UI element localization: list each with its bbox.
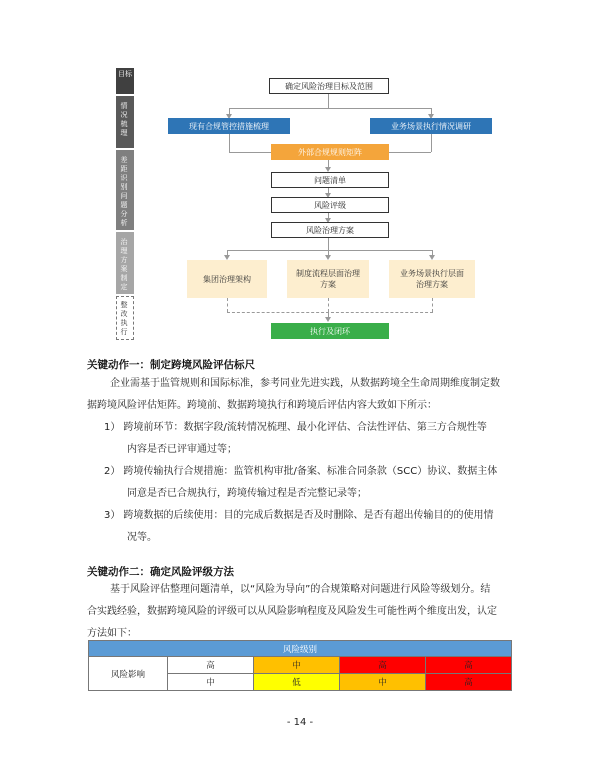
process-governance-label: 制度流程层面治理方案 xyxy=(296,269,360,289)
section2-line: 合实践经验，数据跨境风险的评级可以从风险影响程度及风险发生可能性两个维度出发，认定 xyxy=(87,606,497,617)
stage-label: 治理方案制定 xyxy=(120,238,128,291)
stage-label: 整改执行 xyxy=(120,301,128,336)
stage-situation xyxy=(116,96,134,148)
scenario-survey-label: 业务场景执行情况调研 xyxy=(391,121,471,131)
table-cell: 高 xyxy=(426,674,512,691)
stage-label: 差距识别问题分析 xyxy=(120,156,128,227)
compliance-matrix-label: 外部合规规则矩阵 xyxy=(298,147,362,157)
governance-plan-box xyxy=(271,222,389,238)
list-item-continued: 况等。 xyxy=(127,532,157,543)
stage-rectify xyxy=(116,296,134,340)
issue-list-box xyxy=(271,172,389,188)
stage-target xyxy=(116,68,134,94)
stage-gap-analysis xyxy=(116,150,134,230)
table-cell: 高 xyxy=(340,657,426,674)
stage-label: 情况梳理 xyxy=(120,102,128,137)
execution-box xyxy=(271,323,389,339)
table-cell: 高 xyxy=(426,657,512,674)
scenario-survey-box xyxy=(370,118,492,134)
section1-intro-line: 企业需基于监管规则和国际标准，参考同业先进实践，从数据跨境全生命周期维度制定数 xyxy=(110,378,500,389)
stage-plan xyxy=(116,232,134,294)
goal-label: 确定风险治理目标及范围 xyxy=(285,81,373,91)
existing-controls-label: 现有合规管控措施梳理 xyxy=(189,121,269,131)
compliance-matrix-box xyxy=(271,144,389,160)
stage-label: 目标 xyxy=(118,70,132,78)
table-cell: 中 xyxy=(340,674,426,691)
execution-label: 执行及闭环 xyxy=(310,326,350,336)
page-number: - 14 - xyxy=(286,717,314,728)
scenario-governance-label: 业务场景执行层面治理方案 xyxy=(400,269,464,289)
section1-intro-line: 据跨境风险评估矩阵。跨境前、数据跨境执行和跨境后评估内容大致如下所示： xyxy=(87,400,437,411)
table-cell: 中 xyxy=(168,674,254,691)
list-item: 1） 跨境前环节：数据字段/流转情况梳理、最小化评估、合法性评估、第三方合规性等 xyxy=(104,422,487,433)
risk-impact-label: 风险影响 xyxy=(89,657,168,691)
table-cell: 高 xyxy=(168,657,254,674)
risk-rating-label: 风险评级 xyxy=(314,200,346,210)
existing-controls-box xyxy=(168,118,290,134)
risk-rating-box xyxy=(271,197,389,213)
list-item: 3） 跨境数据的后续使用：目的完成后数据是否及时删除、是否有超出传输目的的使用情 xyxy=(104,510,494,521)
section2-line: 方法如下： xyxy=(87,628,137,639)
risk-level-table xyxy=(88,640,512,691)
section2-line: 基于风险评估整理问题清单，以“风险为导向”的合规策略对问题进行风险等级划分。结 xyxy=(110,584,491,595)
issue-list-label: 问题清单 xyxy=(314,175,346,185)
group-governance-box xyxy=(187,260,267,298)
governance-plan-label: 风险治理方案 xyxy=(306,225,354,235)
table-cell: 低 xyxy=(254,674,340,691)
risk-level-header: 风险级别 xyxy=(89,641,512,657)
group-governance-label: 集团治理架构 xyxy=(203,274,251,284)
table-cell: 中 xyxy=(254,657,340,674)
scenario-governance-box xyxy=(389,260,475,298)
list-item-continued: 同意是否已合规执行，跨境传输过程是否完整记录等； xyxy=(127,488,367,499)
process-governance-box xyxy=(287,260,369,298)
section1-title: 关键动作一：制定跨境风险评估标尺 xyxy=(87,359,255,371)
list-item-continued: 内容是否已评审通过等； xyxy=(127,444,237,455)
goal-box xyxy=(269,78,389,94)
list-item: 2） 跨境传输执行合规措施：监管机构审批/备案、标准合同条款（SCC）协议、数据主体 xyxy=(104,466,498,477)
section2-title: 关键动作二：确定风险评级方法 xyxy=(87,566,234,578)
